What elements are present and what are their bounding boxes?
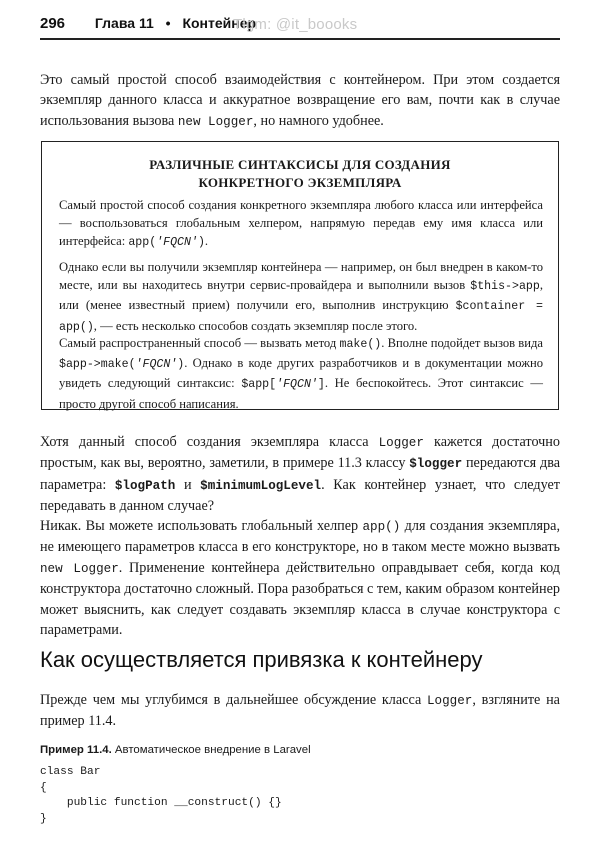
- chapter-title: Контейнер: [182, 15, 257, 32]
- sidebar-box: [41, 141, 559, 410]
- before-example-paragraph: Прежде чем мы углубимся в дальнейшее обсуждение класса Logger, взгляните на пример 11.4.: [40, 692, 560, 730]
- chapter-label: Глава 11: [94, 15, 154, 32]
- sidebar-title-line2: КОНКРЕТНОГО ЭКЗЕМПЛЯРА: [198, 175, 402, 190]
- header-rule: [40, 38, 560, 40]
- header-separator: •: [165, 15, 171, 32]
- sidebar-paragraph-3: Самый распространенный способ — вызвать метод make(). Вполне подойдет вызов вида $app->make('FQCN'). Однако в коде других разработчиков и в документации можно увидеть следующий синтаксис: $app['FQCN']. Не беспокойтесь. Этот синтаксис — просто другой способ написания.: [59, 336, 543, 411]
- intro-paragraph: Это самый простой способ взаимодействия с контейнером. При этом создается экземпляр данного класса и аккуратное возвращение его вам, почти как в случае использования вызова new Logger, но намного удобнее.: [40, 72, 560, 129]
- sidebar-paragraph-2: Однако если вы получили экземпляр контейнера — например, он был внедрен в каком-то месте, или вы находитесь внутри сервис-провайдера и выполнили вызов $this->app, или (менее известный прием) получили его, выполнив инструкцию $container = app(), — есть несколько способов создать экземпляр после этого.: [59, 260, 543, 334]
- code-listing: class Bar { public function __construct() {} }: [40, 766, 282, 825]
- sidebar-title-line1: РАЗЛИЧНЫЕ СИНТАКСИСЫ ДЛЯ СОЗДАНИЯ: [149, 157, 451, 172]
- sidebar-paragraph-1: Самый простой способ создания конкретного экземпляра любого класса или интерфейса — воспользоваться глобальным хелпером, напрямую передав ему имя класса или интерфейса: app('FQCN').: [59, 198, 543, 250]
- example-label: Пример 11.4.: [40, 744, 112, 756]
- example-caption-text: Автоматическое внедрение в Laravel: [111, 744, 311, 756]
- watermark: Tlgm: @it_boooks: [233, 16, 358, 33]
- nikak-paragraph: Никак. Вы можете использовать глобальный хелпер app() для создания экземпляра, не имеющего параметров класса в его конструкторе, но в таком месте можно вызвать new Logger. Применение контейнера действительно оправдывает себя, когда код конструктора достаточно сложный. Пора разобраться с тем, каким образом контейнер может выяснить, как следует создавать экземпляр класса в случае конструктора с параметрами.: [40, 518, 561, 639]
- logger-paragraph: Хотя данный способ создания экземпляра класса Logger кажется достаточно простым, как вы, вероятно, заметили, в примере 11.3 классу $logger передаются два параметра: $logPath и $minimumLogLevel. Как контейнер узнает, что следует передавать в данном случае?: [40, 434, 561, 515]
- page-number: 296: [40, 14, 66, 32]
- sidebar-title: [42, 156, 558, 192]
- section-heading: Как осуществляется привязка к контейнеру: [40, 647, 483, 672]
- example-caption: [40, 744, 560, 756]
